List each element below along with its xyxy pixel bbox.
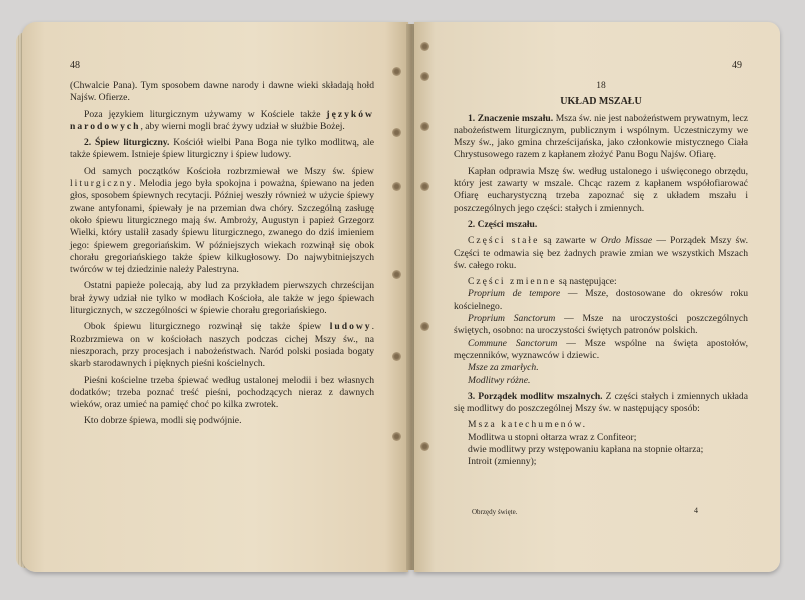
paragraph: Ostatni papieże polecają, aby lud za przykładem pierwszych chrześcijan brał żywy udział nie tylko w modłach Kościoła, ale także w jego śpiewach liturgicznych, w szczególności w śpiewie chorału gregoriańskiego. [70,280,374,317]
paragraph: Kto dobrze śpiewa, modli się podwójnie. [84,415,242,427]
left-page-text [70,80,374,432]
binding-hole [420,72,429,81]
list-item: Introit (zmienny); [468,456,537,468]
paragraph: Obok śpiewu liturgicznego rozwinął się także śpiew ludowy. Rozbrzmiewa on w kościołach naszych podczas cichej Mszy św., na nieszporach, przy procesjach i nabożeństwach. Naród polski posiada bogaty skarb starodawnych i pięknych pieśni kościelnych. [70,321,374,370]
section-title: UKŁAD MSZAŁU [560,96,642,108]
footer-sheet-number: 4 [694,506,698,515]
paragraph: 2. Części mszału. [468,218,538,230]
list-item: Proprium de tempore — Msze, dostosowane do okresów roku kościelnego. [454,288,748,312]
paragraph: 2. Śpiew liturgiczny. Kościół wielbi Pana Boga nie tylko modlitwą, ale także śpiewem. Istnieje śpiew liturgiczny i śpiew ludowy. [70,137,374,161]
binding-hole [392,67,401,76]
left-page-number: 48 [70,60,80,71]
right-page-number: 49 [732,60,742,71]
binding-hole [392,270,401,279]
binding-hole [392,128,401,137]
paragraph: Części stałe są zawarte w Ordo Missae — Porządek Mszy św. Części te odmawia się bez żadnych prawie zmian we wszystkich Mszach św. całego roku. [454,235,748,271]
left-page [22,22,408,572]
footer-signature: Obrzędy święte. [472,508,518,516]
paragraph: Od samych początków Kościoła rozbrzmiewał we Mszy św. śpiew liturgiczny. Melodia jego była spokojna i poważna, śpiewano na jeden głos, sposobem śpiewnych recytacji. Później weszły również w użycie śpiewy zwane antyfonami, śpiewały je na przemian dwa chóry. Szczególną zasługę około śpiewu liturgicznego mają św. Ambroży, Augustyn i papież Grzegorz Wielki, który ustalił zasady śpiewu liturgicznego, zwanego do dziś imieniem jego: śpiewem gregoriańskim. W późniejszych wiekach rozwinął się obok chorału gregoriańskiego także śpiew kilkugłosowy. Do najwybitniejszych twórców w tej dziedzinie należy Palestryna. [70,165,374,276]
paragraph: 1. Znaczenie mszału. Msza św. nie jest nabożeństwem prywatnym, lecz nabożeństwem liturgicznym, publicznym i wspólnym. Uczestniczymy we Mszy św., jako gmina chrześcijańska, jako członkowie mistycznego Ciała Chrystusowego razem z kapłanem złożyć Panu Bogu Najśw. Ofiarę. [454,112,748,161]
binding-hole [420,322,429,331]
list-item: Proprium Sanctorum — Msze na uroczystości poszczególnych świętych, osobno: na uroczystości świętych patronów polskich. [454,313,748,337]
right-page-text [454,80,748,469]
binding-hole [392,182,401,191]
right-page [414,22,780,572]
paragraph: Pieśni kościelne trzeba śpiewać według ustalonej melodii i bez własnych dodatków; trzeba poznać treść pieśni, pochodzących nieraz z dawnych wieków, oraz umieć na pamięć choć po kilka zwrotek. [70,374,374,411]
open-book [22,22,780,580]
paragraph: Poza językiem liturgicznym używamy w Kościele także języków narodowych, aby wierni mogli brać żywy udział w służbie Bożej. [70,108,374,132]
binding-hole [420,182,429,191]
list-item: Commune Sanctorum — Msze wspólne na święta apostołów, męczenników, wyznawców i dziewic. [454,337,748,361]
binding-hole [392,432,401,441]
binding-hole [420,122,429,131]
list-item: Modlitwa u stopni ołtarza wraz z Confiteor; [468,431,637,443]
paragraph: Części zmienne są następujące: [468,276,617,288]
list-item: dwie modlitwy przy wstępowaniu kapłana na stopnie ołtarza; [468,444,704,456]
binding-hole [392,352,401,361]
list-item: Msze za zmarłych. [468,362,539,374]
paragraph: (Chwalcie Pana). Tym sposobem dawne narody i dawne wieki składają hołd Najśw. Ofierze. [70,80,374,104]
list-item: Msza katechumenów. [468,419,588,431]
binding-hole [420,42,429,51]
list-item: Modlitwy różne. [468,374,531,386]
binding-hole [420,442,429,451]
chapter-number: 18 [596,81,606,91]
paragraph: 3. Porządek modlitw mszalnych. Z części stałych i zmiennych układa się modlitwy do poszczególnej Mszy św. w następujący sposób: [454,390,748,415]
paragraph: Kapłan odprawia Mszę św. według ustalonego i uświęconego obrzędu, który jest zawarty w mszale. Chcąc razem z kapłanem współofiarować Ofiarę eucharystyczną trzeba zapoznać się z układem mszału i poszczególnych jego części: stałych i zmiennych. [454,165,748,214]
